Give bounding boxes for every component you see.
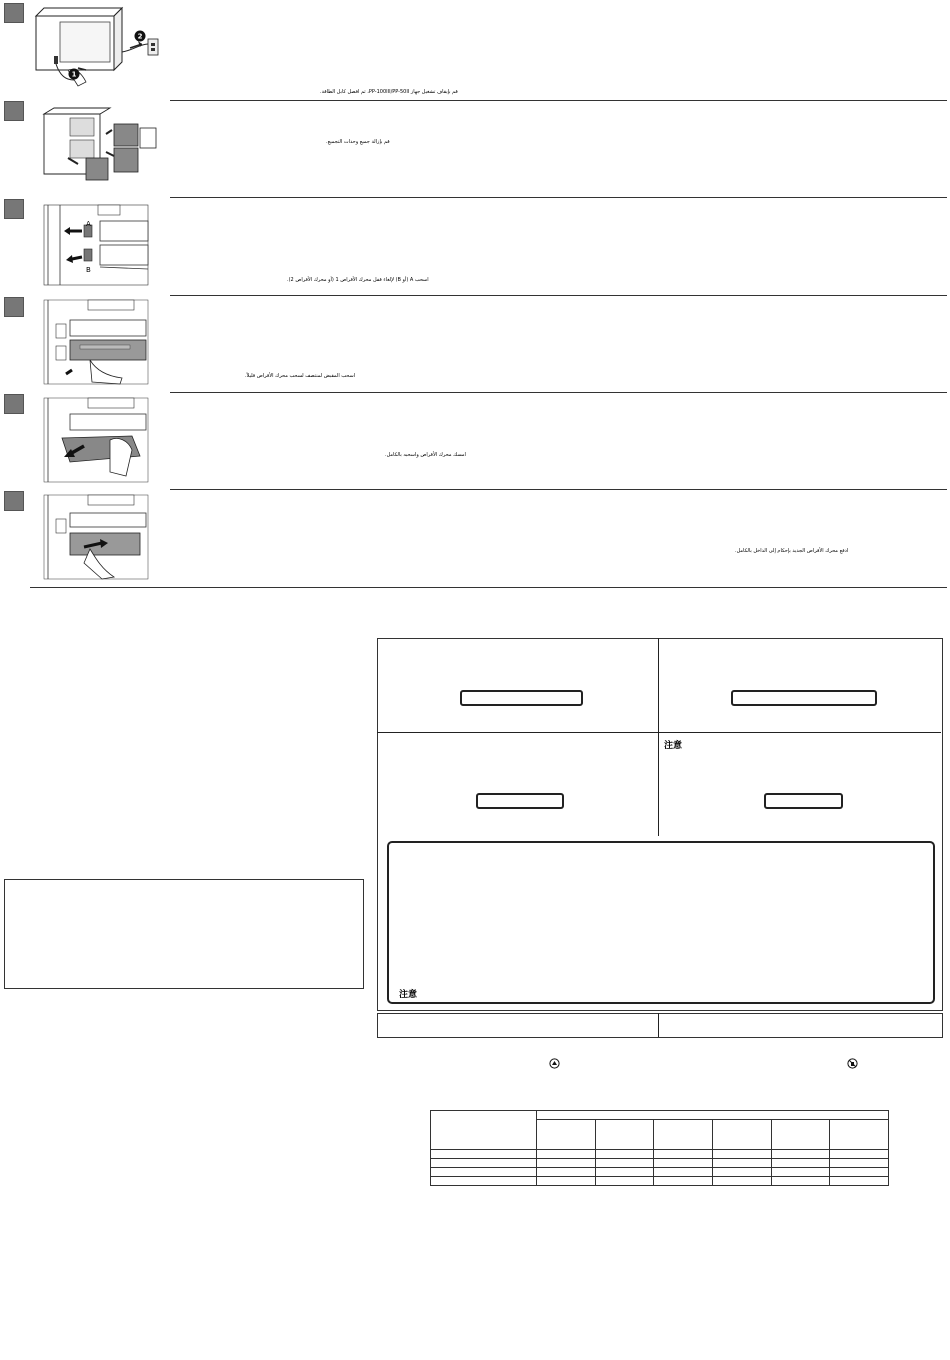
step-4-caption: اسحب المقبض لمنتصف لسحب محرك الأقراص قليلاً. bbox=[245, 373, 356, 379]
caution-box bbox=[387, 841, 935, 1004]
step-1-marker bbox=[4, 3, 24, 23]
step-4-marker bbox=[4, 297, 24, 317]
substances-table bbox=[430, 1110, 889, 1186]
recycle-icon bbox=[549, 1058, 560, 1069]
no-disposal-icon bbox=[847, 1058, 858, 1069]
remove-drive-illustration bbox=[40, 396, 152, 484]
insert-drive-illustration bbox=[40, 493, 152, 581]
step-2-caption: قم بإزالة جميع وحدات التجميع. bbox=[326, 139, 390, 145]
step-5-marker bbox=[4, 394, 24, 414]
notice-box bbox=[4, 879, 364, 989]
step-1-caption: قم بإيقاف تشغيل جهاز PP-100III/PP-50II، ثم افصل كابل الطاقة. bbox=[320, 89, 458, 95]
warning-label bbox=[460, 690, 583, 706]
remove-bins-illustration bbox=[40, 104, 165, 192]
step-divider bbox=[170, 295, 947, 297]
step-5-caption: امسك محرك الأقراص واسحبه بالكامل. bbox=[385, 452, 466, 458]
step-divider bbox=[170, 392, 947, 394]
printer-power-illustration bbox=[30, 4, 170, 94]
warning-label bbox=[476, 793, 564, 809]
caution-heading-2: 注意 bbox=[399, 990, 418, 1000]
panel-divider-v bbox=[658, 638, 659, 836]
panel-divider-h bbox=[377, 732, 941, 733]
step-6-marker bbox=[4, 491, 24, 511]
step-6-caption: ادفع محرك الأقراص الجديد بإحكام إلى الداخل بالكامل. bbox=[735, 548, 849, 554]
footer-divider bbox=[658, 1013, 659, 1037]
step-3-marker bbox=[4, 199, 24, 219]
label-a: A bbox=[86, 220, 91, 228]
step-divider bbox=[170, 489, 947, 491]
caution-heading: 注意 bbox=[664, 741, 683, 751]
pull-handle-illustration bbox=[40, 298, 152, 386]
warning-label bbox=[731, 690, 877, 706]
drive-lock-illustration bbox=[40, 201, 152, 289]
step-divider bbox=[170, 100, 947, 102]
section-divider bbox=[30, 587, 947, 588]
callout-two: 2 bbox=[137, 32, 143, 41]
label-b: B bbox=[86, 266, 91, 274]
step-3-caption: اسحب A (أو B) لإلغاء قفل محرك الأقراص 1 (أو محرك الأقراص 2). bbox=[287, 277, 429, 283]
step-2-marker bbox=[4, 101, 24, 121]
callout-one: 1 bbox=[71, 70, 77, 79]
warning-label bbox=[764, 793, 843, 809]
footer-row bbox=[377, 1013, 943, 1038]
step-divider bbox=[170, 197, 947, 199]
